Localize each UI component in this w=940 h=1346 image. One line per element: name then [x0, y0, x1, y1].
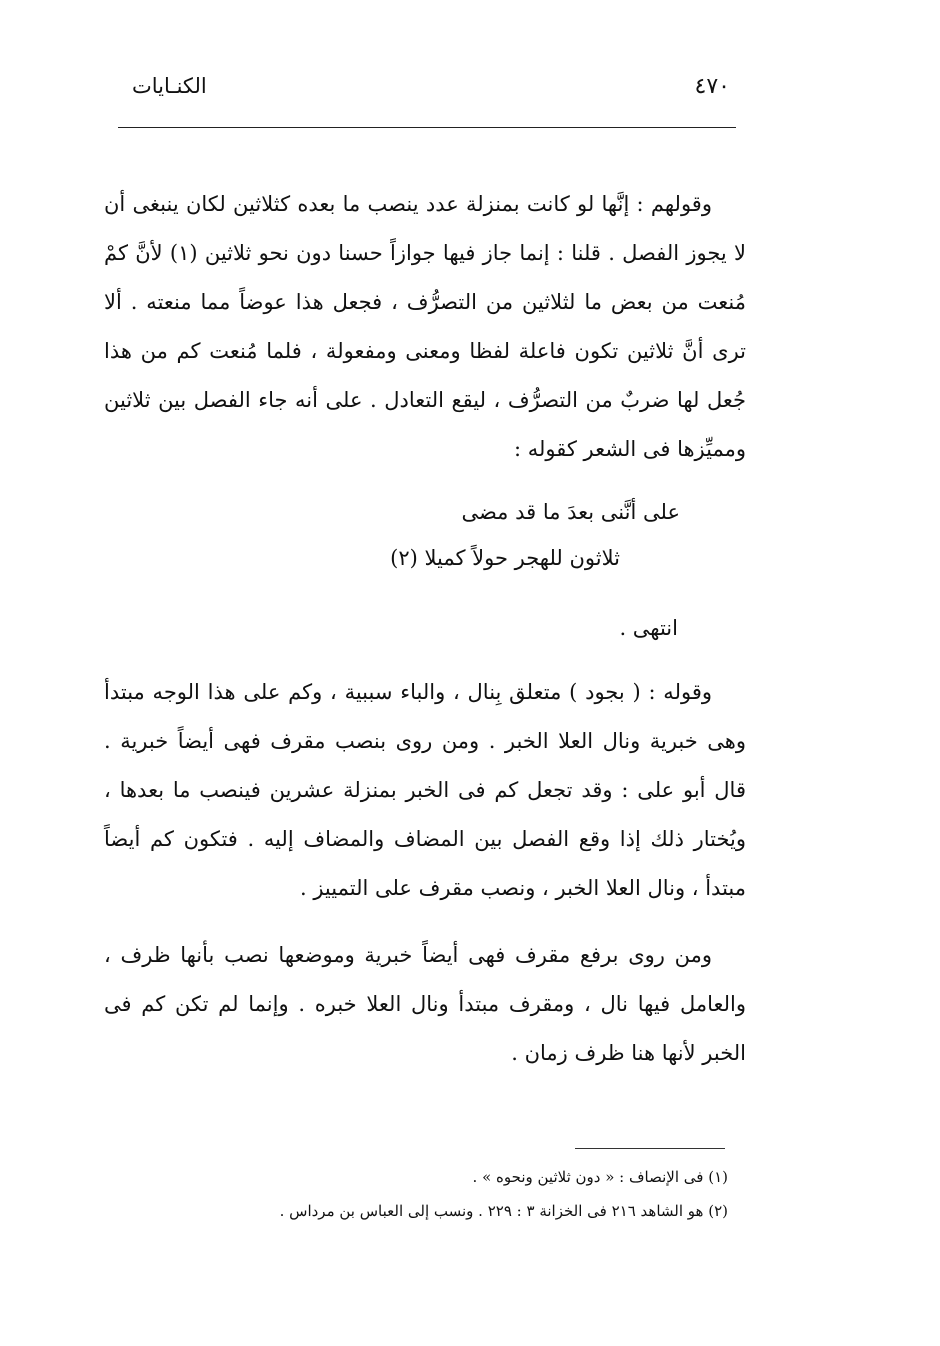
footnotes — [168, 1160, 728, 1228]
footnote: (٢) هو الشاهد ٢١٦ فى الخزانة ٣ : ٢٢٩ . ونسب إلى العباس بن مرداس . — [279, 1202, 728, 1220]
verse-line-2: ثلاثون للهجر حولاً كميلا (٢) — [390, 546, 620, 570]
paragraph: وقوله : ( بجود ) متعلق بِنال ، والباء سببية ، وكم على هذا الوجه مبتدأ وهى خبرية ونال العلا الخبر . ومن روى بنصب مقرف فهى أيضاً خبرية . قال أبو على : وقد تجعل كم فى الخبر بمنزلة عشرين فينصب ما بعدها ، ويُختار ذلك إذا وقع الفصل بين المضاف والمضاف إليه . فتكون كم أيضاً مبتدأ ، ونال العلا الخبر ، ونصب مقرف على التمييز . — [104, 680, 746, 900]
verse-line-1: على أنَّنى بعدَ ما قد مضى — [461, 500, 680, 524]
end-quote-mark: انتهى . — [619, 616, 678, 640]
paragraph: ومن روى برفع مقرف فهى أيضاً خبرية وموضعها نصب بأنها ظرف ، والعامل فيها نال ، ومقرف مبتدأ ونال العلا خبره . وإنما لم تكن كم فى الخبر لأنها هنا ظرف زمان . — [104, 943, 746, 1065]
footnote: (١) فى الإنصاف : « دون ثلاثين ونحوه » . — [472, 1168, 728, 1186]
main-text-bottom — [104, 668, 746, 1078]
main-text-top — [104, 180, 746, 474]
footnote-divider — [575, 1148, 725, 1149]
running-title: الكنـايات — [132, 74, 207, 98]
header-divider — [118, 127, 736, 128]
paragraph: وقولهم : إنَّها لو كانت بمنزلة عدد ينصب ما بعده كثلاثين لكان ينبغى أن لا يجوز الفصل . قلنا : إنما جاز فيها جوازاً حسنا دون نحو ثلاثين (١) لأنَّ كمْ مُنعت من بعض ما لثلاثين من التصرُّف ، فجعل هذا عوضاً مما منعته . ألا ترى أنَّ ثلاثين تكون فاعلة لفظا ومعنى ومفعولة ، فلما مُنعت كم من هذا جُعل لها ضربٌ من التصرُّف ، ليقع التعادل . على أنه جاء الفصل بين ثلاثين ومميِّزها فى الشعر كقوله : — [104, 192, 747, 461]
running-head — [118, 74, 740, 104]
page-number: ٤٧٠ — [694, 74, 730, 99]
